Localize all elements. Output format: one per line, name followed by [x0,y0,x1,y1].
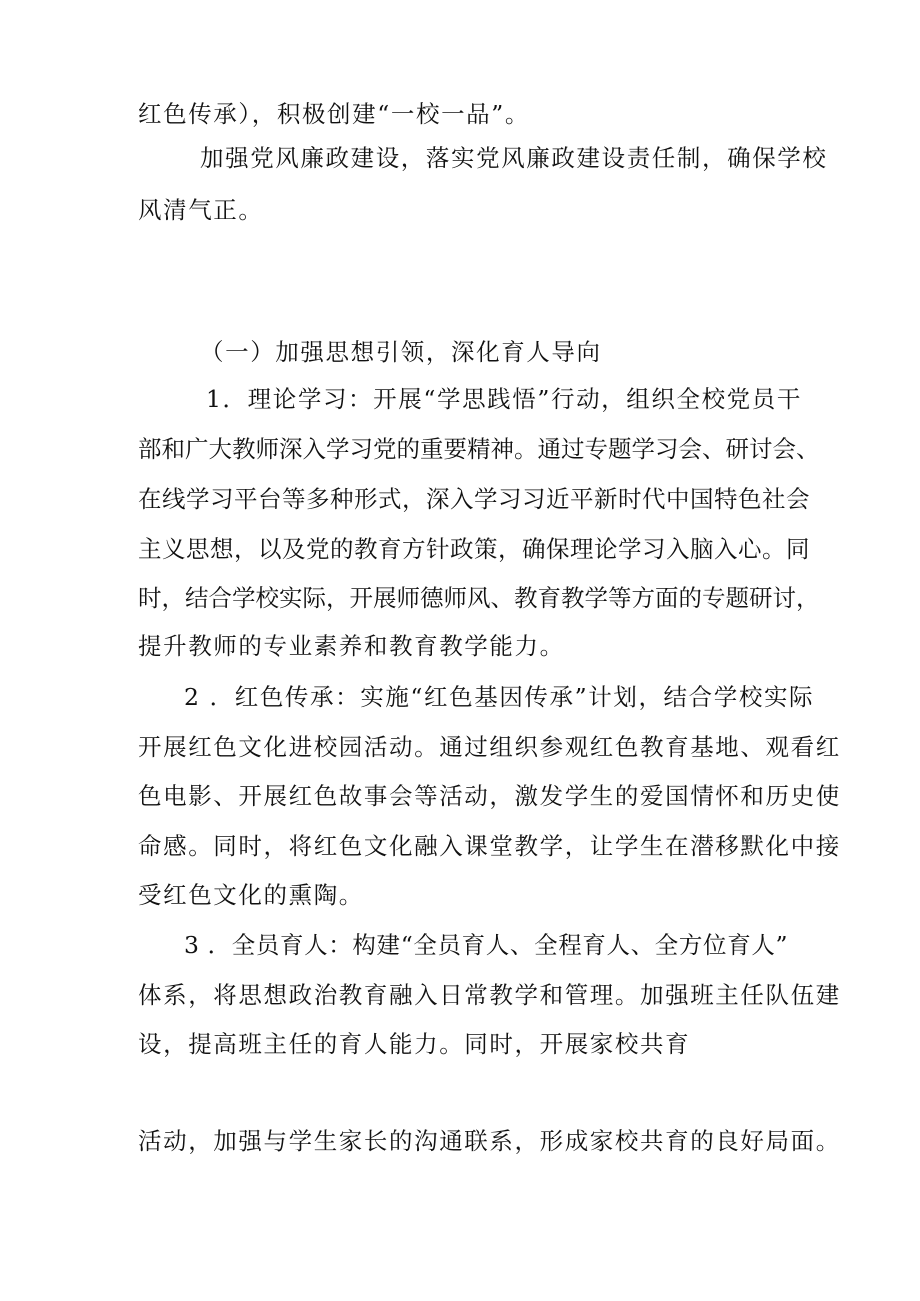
text-line: 提升教师的专业素养和教育教学能力。 [138,632,565,660]
text-line: 色电影、开展红色故事会等活动，激发学生的爱国情怀和历史使 [138,782,841,810]
text-line: 开展红色文化进校园活动。通过组织参观红色教育基地、观看红 [138,733,841,761]
text-line: 风清气正。 [138,196,264,224]
text-line: 1．理论学习：开展“学思践悟”行动，组织全校党员干 [206,385,802,413]
text-line: 受红色文化的熏陶。 [138,881,364,909]
text-line: 体系，将思想政治教育融入日常教学和管理。加强班主任队伍建 [138,981,841,1009]
text-line: 主义思想，以及党的教育方针政策，确保理论学习入脑入心。同 [138,535,810,563]
text-line: 3 ．全员育人：构建“全员育人、全程育人、全方位育人” [184,931,788,959]
text-line: 2 ．红色传承：实施“红色基因传承”计划，结合学校实际 [184,683,815,711]
text-line: 活动，加强与学生家长的沟通联系，形成家校共育的良好局面。 [138,1127,841,1155]
text-line: 部和广大教师深入学习党的重要精神。通过专题学习会、研讨会、 [138,435,820,463]
text-line: 设，提高班主任的育人能力。同时，开展家校共育 [138,1030,691,1058]
text-line: 命感。同时，将红色文化融入课堂教学，让学生在潜移默化中接 [138,832,841,860]
text-line: 在线学习平台等多种形式，深入学习习近平新时代中国特色社会 [138,485,810,513]
text-line: 红色传承），积极创建“一校一品”。 [138,100,530,128]
text-line: 时，结合学校实际，开展师德师风、教育教学等方面的专题研讨， [138,584,820,612]
section-heading: （一）加强思想引领，深化育人导向 [200,338,602,366]
text-line: 加强党风廉政建设，落实党风廉政建设责任制，确保学校 [200,144,828,172]
